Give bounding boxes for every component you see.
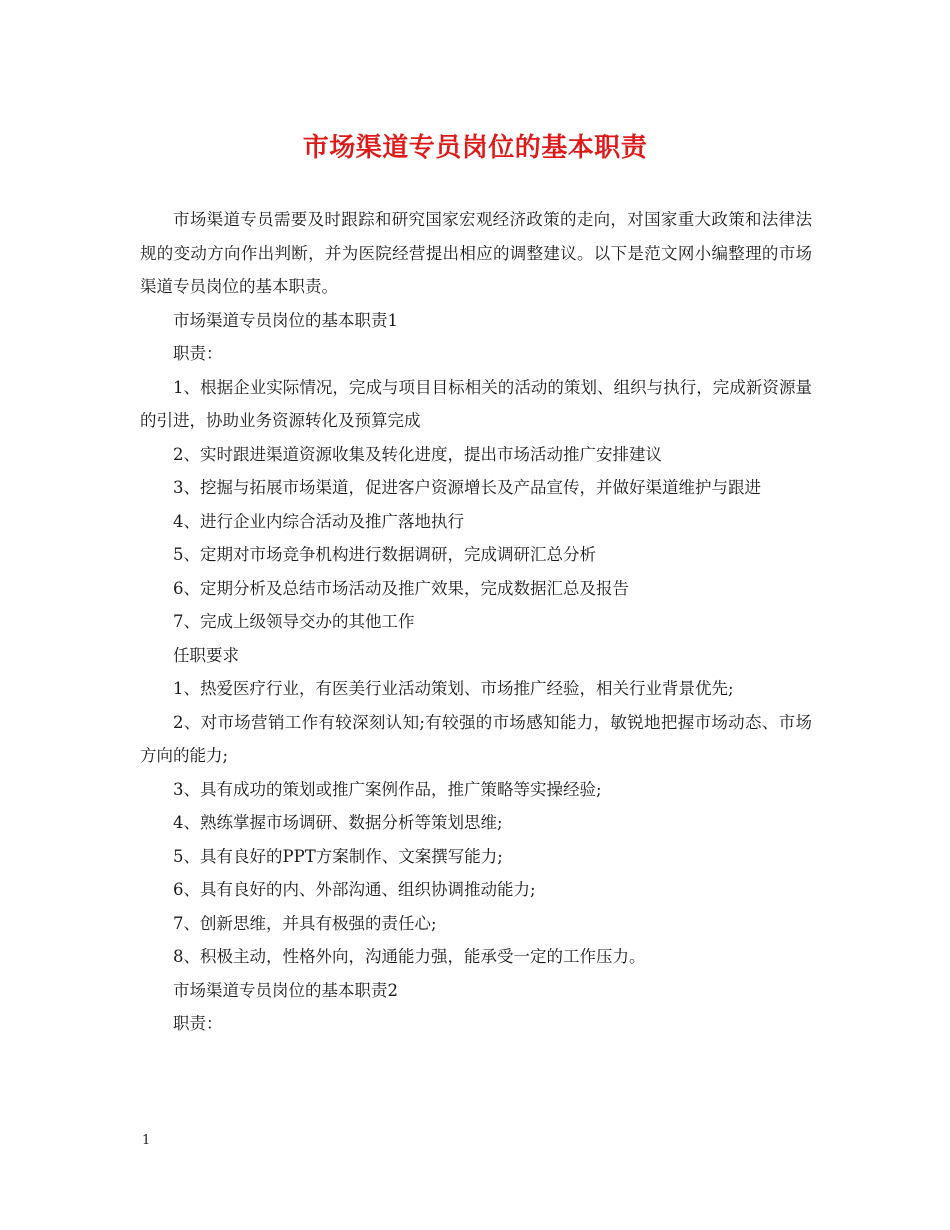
document-title: 市场渠道专员岗位的基本职责 xyxy=(302,133,648,163)
requirement-item-8: 8、积极主动，性格外向，沟通能力强，能承受一定的工作压力。 xyxy=(173,947,646,966)
duty-item-6: 6、定期分析及总结市场活动及推广效果，完成数据汇总及报告 xyxy=(173,578,629,598)
duty-item-5: 5、定期对市场竞争机构进行数据调研，完成调研汇总分析 xyxy=(173,545,596,564)
requirement-item-3: 3、具有成功的策划或推广案例作品，推广策略等实操经验; xyxy=(173,779,602,799)
document-body xyxy=(140,203,812,1041)
duties-label-2: 职责： xyxy=(173,1014,223,1033)
duty-item-1: 1、根据企业实际情况，完成与项目目标相关的活动的策划、组织与执行，完成新资源量的引进，协助业务资源转化及预算完成 xyxy=(140,377,812,430)
requirement-item-4: 4、熟练掌握市场调研、数据分析等策划思维; xyxy=(173,813,503,832)
duties-label: 职责： xyxy=(173,344,223,363)
duty-item-7: 7、完成上级领导交办的其他工作 xyxy=(173,612,415,631)
duty-item-3: 3、挖掘与拓展市场渠道，促进客户资源增长及产品宣传，并做好渠道维护与跟进 xyxy=(173,478,761,497)
section-heading-2: 市场渠道专员岗位的基本职责2 xyxy=(173,980,398,1000)
requirement-item-6: 6、具有良好的内、外部沟通、组织协调推动能力; xyxy=(173,880,536,899)
duty-item-4: 4、进行企业内综合活动及推广落地执行 xyxy=(173,511,464,531)
requirement-item-2: 2、对市场营销工作有较深刻认知;有较强的市场感知能力，敏锐地把握市场动态、市场方向的能力; xyxy=(140,712,812,765)
requirements-label: 任职要求 xyxy=(173,645,239,665)
requirement-item-1: 1、热爱医疗行业，有医美行业活动策划、市场推广经验，相关行业背景优先; xyxy=(173,679,734,698)
intro-paragraph: 市场渠道专员需要及时跟踪和研究国家宏观经济政策的走向，对国家重大政策和法律法规的变动方向作出判断，并为医院经营提出相应的调整建议。以下是范文网小编整理的市场渠道专员岗位的基本职责。 xyxy=(140,210,812,296)
page-number: 1 xyxy=(142,1133,151,1148)
duty-item-2: 2、实时跟进渠道资源收集及转化进度，提出市场活动推广安排建议 xyxy=(173,444,662,464)
section-heading-1: 市场渠道专员岗位的基本职责1 xyxy=(173,310,398,330)
requirement-item-5: 5、具有良好的PPT方案制作、文案撰写能力; xyxy=(173,846,503,866)
requirement-item-7: 7、创新思维，并具有极强的责任心; xyxy=(173,913,437,933)
